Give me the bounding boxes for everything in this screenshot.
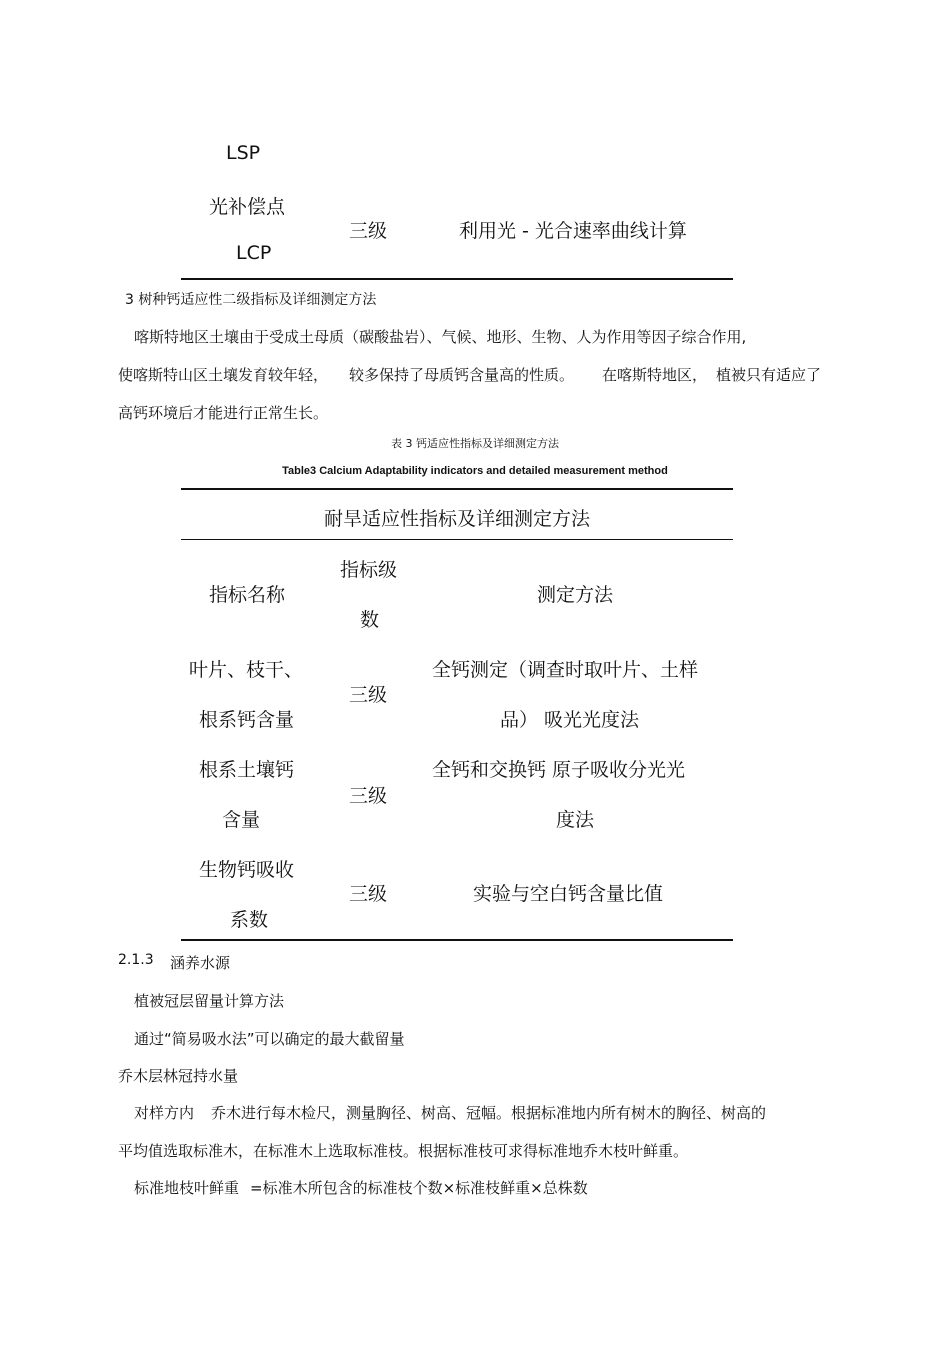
formula-expression: =标准木所包含的标准枝个数×标准枝鲜重×总株数: [250, 1179, 588, 1197]
table-header-rule: [181, 539, 733, 540]
text-line: 乔木进行每木检尺，测量胸径、树高、冠幅。根据标准地内所有树木的胸径、树高的: [211, 1104, 767, 1122]
row-2-method-line-1: 全钙和交换钙 原子吸收分光光: [432, 759, 686, 781]
header-level-line-1: 指标级: [340, 559, 398, 581]
indicator-level: 三级: [349, 220, 388, 242]
row-1-level: 三级: [349, 684, 388, 706]
paragraph-line: 在喀斯特地区，: [602, 366, 708, 384]
row-2-level: 三级: [349, 785, 388, 807]
paragraph-line: 高钙环境后才能进行正常生长。: [118, 404, 329, 422]
header-name: 指标名称: [209, 584, 286, 606]
table-bottom-rule-2: [181, 939, 733, 941]
text-line: 平均值选取标准木，在标准木上选取标准枝。根据标准枝可求得标准地乔木枝叶鲜重。: [118, 1142, 689, 1160]
indicator-name-line-2: 光补偿点: [209, 196, 286, 218]
row-2-name-line-1: 根系土壤钙: [199, 759, 295, 781]
paragraph-line: 较多保持了母质钙含量高的性质。: [349, 366, 575, 384]
section-2-1-3-title: 涵养水源: [170, 954, 231, 972]
row-1-method-line-2: 品） 吸光光度法: [500, 709, 640, 731]
text-line: 对样方内: [134, 1104, 195, 1122]
header-level-line-2: 数: [360, 609, 380, 631]
paragraph-line: 使喀斯特山区土壤发育较年轻，: [118, 366, 329, 384]
table-caption-cn: 表 3 钙适应性指标及详细测定方法: [391, 437, 559, 450]
table-bottom-rule: [181, 278, 733, 280]
row-2-method-line-2: 度法: [556, 809, 595, 831]
indicator-name-line-3: LCP: [236, 242, 272, 264]
paragraph-line: 喀斯特地区土壤由于受成土母质（碳酸盐岩）、气候、地形、生物、人为作用等因子综合作用,: [134, 328, 747, 346]
row-3-name-line-2: 系数: [230, 909, 269, 931]
indicator-method: 利用光 - 光合速率曲线计算: [459, 220, 687, 242]
row-1-name-line-1: 叶片、枝干、: [189, 659, 304, 681]
row-3-name-line-1: 生物钙吸收: [199, 859, 295, 881]
table-title: 耐旱适应性指标及详细测定方法: [323, 508, 590, 530]
section-2-1-3-number: 2.1.3: [118, 952, 154, 968]
row-3-method-line-1: 实验与空白钙含量比值: [473, 883, 664, 905]
row-2-name-line-2: 含量: [222, 809, 261, 831]
text-line: 植被冠层留量计算方法: [134, 992, 285, 1010]
table-top-rule: [181, 488, 733, 490]
text-line: 通过“简易吸水法”可以确定的最大截留量: [134, 1030, 405, 1048]
row-1-method-line-1: 全钙测定（调查时取叶片、土样: [432, 659, 699, 681]
paragraph-line: 植被只有适应了: [716, 366, 822, 384]
text-line: 乔木层林冠持水量: [118, 1067, 239, 1085]
row-1-name-line-2: 根系钙含量: [199, 709, 295, 731]
formula-label: 标准地枝叶鲜重: [134, 1179, 240, 1197]
row-3-level: 三级: [349, 883, 388, 905]
section-3-heading: 3 树种钙适应性二级指标及详细测定方法: [125, 292, 377, 308]
header-method: 测定方法: [537, 584, 614, 606]
indicator-name-line-1: LSP: [226, 142, 261, 164]
table-caption-en: Table3 Calcium Adaptability indicators and detailed measurement method: [282, 465, 668, 477]
